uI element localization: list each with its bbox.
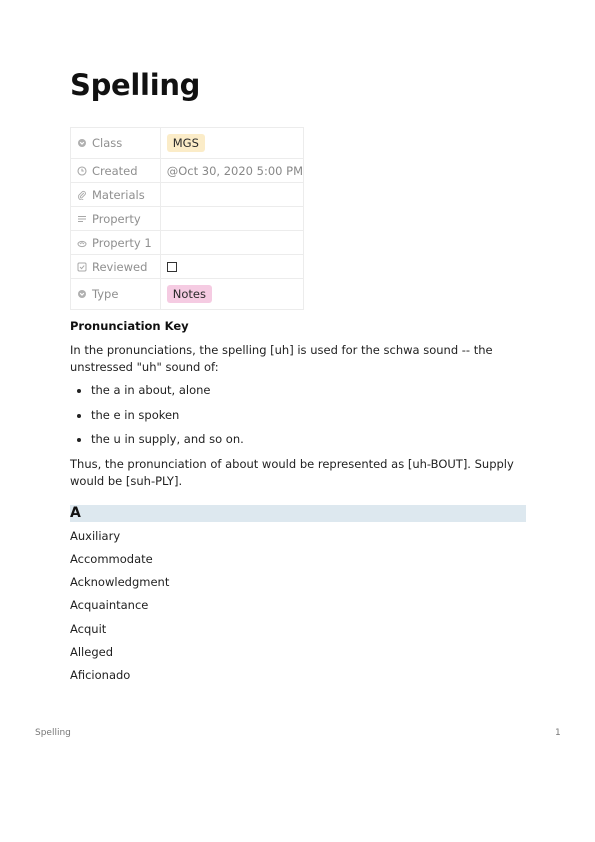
type-tag: Notes bbox=[167, 285, 212, 303]
list-item: Auxiliary bbox=[70, 528, 121, 543]
property-label: Property bbox=[92, 211, 141, 226]
select-icon bbox=[77, 289, 87, 299]
section-heading-a: A bbox=[70, 505, 526, 522]
property-label: Materials bbox=[92, 187, 145, 202]
list-item: Aficionado bbox=[70, 668, 131, 683]
pronunciation-intro: In the pronunciations, the spelling [uh] is used for the schwa sound -- the unstressed "uh" sound of: bbox=[70, 343, 493, 374]
property-label: Property 1 bbox=[92, 235, 152, 250]
list-item-text: the a in about, alone bbox=[91, 383, 211, 397]
clock-icon bbox=[77, 166, 87, 176]
text-lines-icon bbox=[77, 214, 87, 224]
pronunciation-bullets bbox=[70, 382, 526, 448]
property-value-created: @Oct 30, 2020 5:00 PM bbox=[160, 159, 303, 183]
property-key-reviewed bbox=[71, 255, 161, 279]
list-item bbox=[70, 382, 526, 399]
bullet-dot-icon bbox=[77, 389, 81, 393]
property-key-materials bbox=[71, 183, 161, 207]
word-list bbox=[70, 528, 526, 685]
property-label: Class bbox=[92, 136, 123, 150]
property-row-class bbox=[71, 128, 304, 159]
property-value-class[interactable] bbox=[160, 128, 303, 159]
property-label: Reviewed bbox=[92, 259, 148, 274]
list-item-text: the u in supply, and so on. bbox=[91, 432, 244, 446]
list-item bbox=[70, 431, 526, 448]
page-content bbox=[70, 318, 526, 691]
property-label: Created bbox=[92, 163, 138, 178]
list-item: Accommodate bbox=[70, 551, 153, 566]
property-key-type bbox=[71, 279, 161, 310]
property-value-property-1[interactable] bbox=[160, 231, 303, 255]
property-value-materials[interactable] bbox=[160, 183, 303, 207]
bullet-dot-icon bbox=[77, 414, 81, 418]
page-number: 1 bbox=[555, 728, 561, 738]
select-icon bbox=[77, 138, 87, 148]
property-row-type bbox=[71, 279, 304, 310]
property-key-property-1 bbox=[71, 231, 161, 255]
property-key-property bbox=[71, 207, 161, 231]
property-value-property[interactable] bbox=[160, 207, 303, 231]
property-value-type[interactable] bbox=[160, 279, 303, 310]
relation-icon bbox=[77, 238, 87, 248]
reviewed-checkbox[interactable] bbox=[167, 262, 177, 272]
list-item: Acknowledgment bbox=[70, 575, 170, 590]
bullet-dot-icon bbox=[77, 438, 81, 442]
property-value-reviewed bbox=[160, 255, 303, 279]
properties-table bbox=[70, 127, 304, 310]
list-item: Acquaintance bbox=[70, 598, 149, 613]
property-label: Type bbox=[92, 287, 119, 301]
pronunciation-outro: Thus, the pronunciation of about would be represented as [uh-BOUT]. Supply would be [suh-PLY]. bbox=[70, 456, 514, 488]
property-row-materials bbox=[71, 183, 304, 207]
paperclip-icon bbox=[77, 190, 87, 200]
pronunciation-heading: Pronunciation Key bbox=[70, 319, 189, 333]
page-title: Spelling bbox=[70, 68, 201, 102]
property-row-property-1 bbox=[71, 231, 304, 255]
list-item-text: the e in spoken bbox=[91, 407, 180, 422]
property-row-created bbox=[71, 159, 304, 183]
property-row-property bbox=[71, 207, 304, 231]
property-key-created bbox=[71, 159, 161, 183]
list-item: Alleged bbox=[70, 644, 114, 659]
class-tag: MGS bbox=[167, 134, 205, 152]
footer-title: Spelling bbox=[35, 728, 71, 738]
property-row-reviewed bbox=[71, 255, 304, 279]
checkbox-icon bbox=[77, 262, 87, 272]
property-key-class bbox=[71, 128, 161, 159]
list-item: Acquit bbox=[70, 621, 107, 636]
list-item bbox=[70, 407, 526, 424]
